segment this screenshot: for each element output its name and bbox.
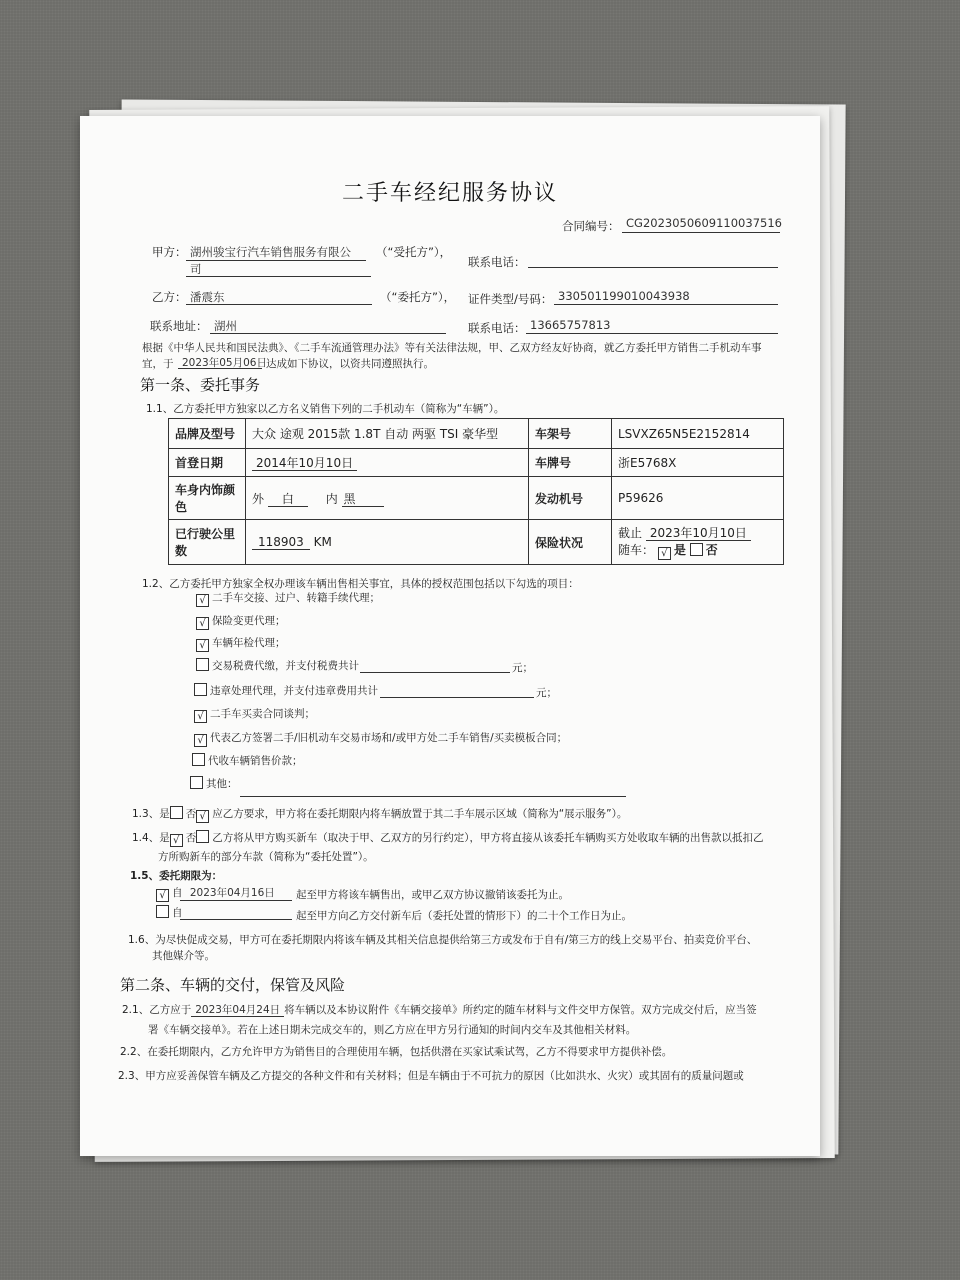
no-label: 否: [705, 543, 718, 557]
clause-2-1-line-2: 署《车辆交接单》。若在上述日期未完成交车的，则乙方应在甲方另行通知的时间内交车及其他相关材料。: [148, 1024, 637, 1036]
auth-checkbox-6[interactable]: √: [194, 710, 207, 723]
brand-label: 品牌及型号: [169, 419, 246, 449]
auth-checkbox-5[interactable]: [194, 683, 207, 696]
party-b-phone-label: 联系电话：: [468, 321, 526, 335]
plate-value: 浙E5768X: [612, 449, 784, 477]
party-b-address: 湖州: [214, 319, 237, 333]
auth-item-1: √ 二手车交接、过户、转籍手续代理；: [196, 590, 380, 607]
engine-value: P59626: [612, 477, 784, 520]
term-checkbox-1[interactable]: √: [156, 889, 169, 902]
yes-label: 是: [673, 543, 686, 557]
auth-item-9: 其他：: [190, 776, 238, 791]
brand-value: 大众 途观 2015款 1.8T 自动 两驱 TSI 豪华型: [246, 419, 529, 449]
section-1-heading: 第一条、委托事务: [140, 376, 261, 394]
term-option-1: √ 自 2023年04月16日: [156, 885, 275, 902]
auth-checkbox-9[interactable]: [190, 776, 203, 789]
term-option-2: 自: [156, 905, 183, 920]
section-2-heading: 第二条、车辆的交付，保管及风险: [120, 976, 346, 994]
term-start-date: 2023年04月16日: [189, 887, 275, 899]
insurance-label: 保险状况: [529, 520, 612, 565]
auth-item-5-unit: 元；: [536, 687, 557, 699]
auth-checkbox-7[interactable]: √: [194, 734, 207, 747]
insurance-cell: [612, 520, 784, 565]
mileage-unit: KM: [313, 535, 332, 549]
party-a-name-2: 司: [190, 262, 202, 276]
vin-value: LSVXZ65N5E2152814: [612, 419, 784, 449]
party-b-phone: 13665757813: [530, 318, 611, 332]
party-a-role: （“受托方”），: [376, 245, 452, 259]
delivery-date: 2023年04月24日: [191, 1004, 284, 1017]
auth-item-2: √ 保险变更代理；: [196, 613, 286, 630]
auth-item-8: 代收车辆销售价款；: [192, 753, 303, 768]
auth-item-7: √ 代表乙方签署二手/旧机动车交易市场和/或甲方处二手车销售/买卖模板合同；: [194, 730, 567, 747]
auth-item-5: 违章处理代理，并支付违章费用共计: [194, 683, 378, 698]
color-cell: [246, 477, 529, 520]
party-b-id: 330501199010043938: [558, 289, 690, 303]
party-b-id-label: 证件类型/号码：: [468, 292, 553, 306]
interior-color: 黑: [342, 492, 384, 507]
term-option-2-text: 起至甲方向乙方交付新车后（委托处置的情形下）的二十个工作日为止。: [296, 910, 632, 922]
term-checkbox-2[interactable]: [156, 905, 169, 918]
clause-2-1: 2.1、乙方应于 2023年04月24日 将车辆以及本协议附件《车辆交接单》所约定的随车材料与文件交甲方保管。双方完成交付后，应当签: [122, 1004, 757, 1016]
reg-date-value: 2014年10月10日: [252, 456, 357, 471]
interior-prefix: 内: [325, 491, 338, 506]
contract-page: [80, 116, 820, 1156]
auth-checkbox-8[interactable]: [192, 753, 205, 766]
auth-item-6: √ 二手车买卖合同谈判；: [194, 706, 315, 723]
exterior-color: 白: [268, 492, 308, 507]
auth-item-3: √ 车辆年检代理；: [196, 635, 286, 652]
intro-line-2a: 宜，于: [142, 358, 174, 370]
auth-checkbox-1[interactable]: √: [196, 594, 209, 607]
clause-1-6: 1.6、为尽快促成交易，甲方可在委托期限内将该车辆及其相关信息提供给第三方或发布于自有/第三方的线上交易平台、拍卖竞价平台、: [128, 934, 758, 946]
auth-checkbox-4[interactable]: [196, 658, 209, 671]
party-a-phone-label: 联系电话：: [468, 255, 526, 269]
exterior-prefix: 外: [252, 491, 265, 506]
intro-date: 2023年05月06日: [182, 357, 267, 369]
party-b-role: （“委托方”），: [380, 290, 456, 304]
party-b-name: 潘震东: [190, 290, 225, 304]
c13-no-checkbox[interactable]: √: [196, 810, 209, 823]
c14-yes-checkbox[interactable]: √: [170, 834, 183, 847]
clause-1-3: 1.3、是 否 √ 应乙方要求，甲方将在委托期限内将车辆放置于其二手车展示区域（简称为“展示服务”）。: [132, 808, 628, 822]
party-a-name-1: 湖州骏宝行汽车销售服务有限公: [190, 245, 351, 259]
auth-item-4-unit: 元；: [512, 662, 533, 674]
clause-2-3: 2.3、甲方应妥善保管车辆及乙方提交的各种文件和有关材料；但是车辆由于不可抗力的原因（比如洪水、火灾）或其固有的质量问题或: [118, 1070, 744, 1082]
clause-1-5: 1.5、委托期限为：: [130, 870, 223, 882]
clause-1-4-line-2: 方所购新车的部分车款（简称为“委托处置”）。: [158, 851, 374, 863]
c13-yes-checkbox[interactable]: [170, 806, 183, 819]
clause-1-6-line-2: 其他媒介等。: [152, 950, 215, 962]
contract-number: CG2023050609110037516: [626, 216, 782, 230]
contract-number-label: 合同编号：: [562, 219, 620, 233]
mileage-label: 已行驶公里数: [169, 520, 246, 565]
term-option-1-text: 起至甲方将该车辆售出，或甲乙双方协议撤销该委托为止。: [296, 889, 569, 901]
clause-2-2: 2.2、在委托期限内，乙方允许甲方为销售目的合理使用车辆，包括供潜在买家试乘试驾，乙方不得要求甲方提供补偿。: [120, 1046, 673, 1058]
party-b-address-label: 联系地址：: [150, 319, 208, 333]
plate-label: 车牌号: [529, 449, 612, 477]
auth-item-4: 交易税费代缴，并支付税费共计: [196, 658, 359, 673]
yes-checkbox[interactable]: √: [658, 547, 671, 560]
reg-date-cell: [246, 449, 529, 477]
clause-1-4: 1.4、是 √ 否 乙方将从甲方购买新车（取决于甲、乙双方的另行约定），甲方将直接从该委托车辆购买方处收取车辆的出售款以抵扣乙: [132, 832, 764, 846]
clause-1-1: 1.1、乙方委托甲方独家以乙方名义销售下列的二手机动车（简称为“车辆”）。: [146, 403, 505, 415]
insurance-until: 2023年10月10日: [646, 526, 751, 541]
insurance-until-prefix: 截止: [618, 526, 643, 540]
no-checkbox[interactable]: [690, 543, 703, 556]
document-title: 二手车经纪服务协议: [341, 181, 558, 206]
c14-no-checkbox[interactable]: [196, 830, 209, 843]
intro-line-1: 根据《中华人民共和国民法典》、《二手车流通管理办法》等有关法律法规，甲、乙双方经友好协商，就乙方委托甲方销售二手机动车事: [142, 342, 762, 354]
engine-label: 发动机号: [529, 477, 612, 520]
auth-checkbox-3[interactable]: √: [196, 639, 209, 652]
with-car-label: 随车：: [618, 543, 655, 557]
color-label: 车身内饰颜色: [169, 477, 246, 520]
mileage-value: 118903: [252, 535, 310, 550]
party-b-label: 乙方：: [152, 290, 187, 304]
mileage-cell: [246, 520, 529, 565]
intro-line-2b: 达成如下协议，以资共同遵照执行。: [266, 358, 434, 370]
reg-date-label: 首登日期: [169, 449, 246, 477]
clause-1-2: 1.2、乙方委托甲方独家全权办理该车辆出售相关事宜，具体的授权范围包括以下勾选的项目：: [142, 578, 579, 590]
auth-checkbox-2[interactable]: √: [196, 617, 209, 630]
vehicle-table: [168, 418, 784, 565]
vin-label: 车架号: [529, 419, 612, 449]
party-a-label: 甲方：: [152, 245, 187, 259]
